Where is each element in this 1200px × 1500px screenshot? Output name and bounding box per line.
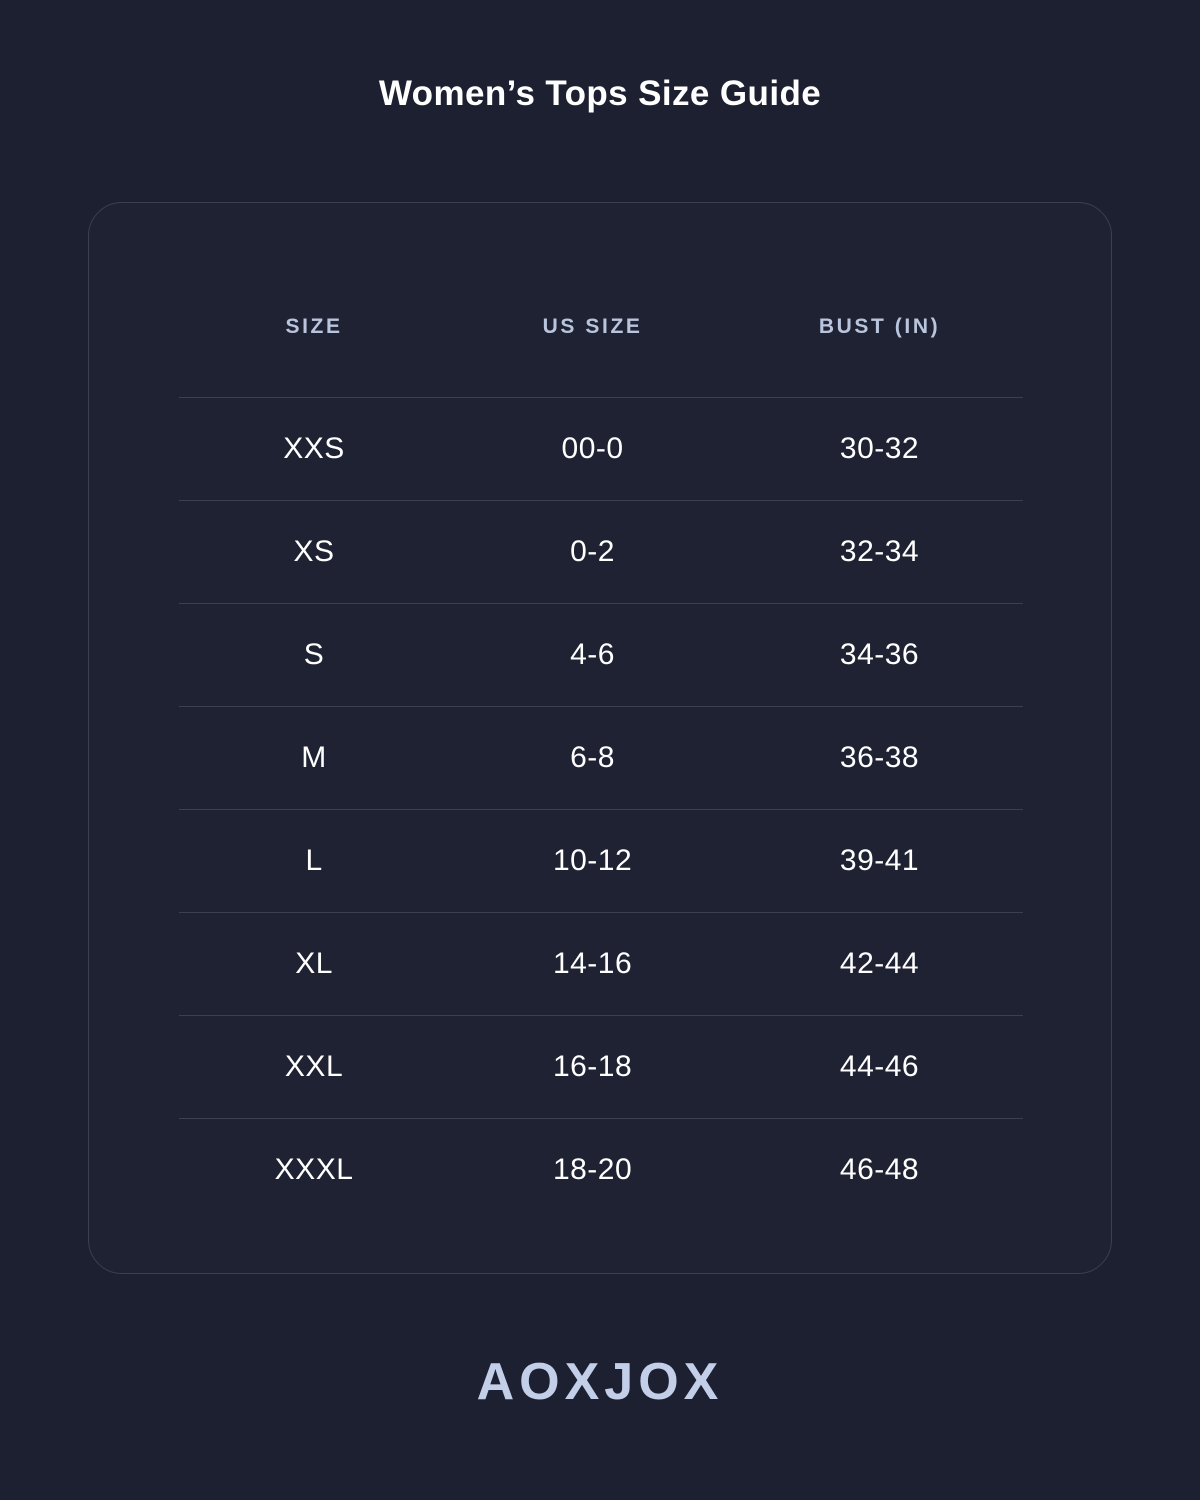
table-row [179,706,1023,809]
cell-bust: 36-38 [839,741,920,774]
column-header-us-size: US SIZE [542,315,643,338]
brand-logo [0,1352,1200,1412]
size-chart-card [88,202,1112,1274]
table-row [179,397,1023,500]
table-row [179,603,1023,706]
cell-size: XL [295,947,333,980]
cell-us-size: 0-2 [570,535,615,568]
brand-wordmark: AOXJOX [476,1353,724,1411]
cell-bust: 39-41 [839,844,920,877]
table-header-row [179,279,1023,375]
table-row [179,809,1023,912]
cell-us-size: 10-12 [552,844,633,877]
cell-size: S [303,638,325,671]
cell-size: XS [293,535,335,568]
size-table [179,279,1023,1221]
cell-bust: 44-46 [839,1050,920,1083]
cell-size: XXL [284,1050,344,1083]
cell-us-size: 00-0 [561,432,624,465]
cell-size: M [301,741,327,774]
table-row [179,1015,1023,1118]
cell-us-size: 6-8 [570,741,615,774]
cell-bust: 30-32 [839,432,920,465]
cell-size: XXS [283,432,345,465]
cell-us-size: 16-18 [552,1050,633,1083]
cell-size: L [305,844,323,877]
column-header-size: SIZE [285,315,343,338]
column-header-bust: BUST (IN) [818,315,941,338]
header-spacer [179,375,1023,397]
cell-bust: 46-48 [839,1153,920,1186]
cell-us-size: 14-16 [552,947,633,980]
cell-bust: 42-44 [839,947,920,980]
cell-size: XXXL [274,1153,354,1186]
page-title: Women’s Tops Size Guide [378,74,822,113]
cell-us-size: 4-6 [570,638,615,671]
cell-bust: 32-34 [839,535,920,568]
table-row [179,912,1023,1015]
table-row [179,500,1023,603]
cell-us-size: 18-20 [552,1153,633,1186]
cell-bust: 34-36 [839,638,920,671]
table-row [179,1118,1023,1221]
